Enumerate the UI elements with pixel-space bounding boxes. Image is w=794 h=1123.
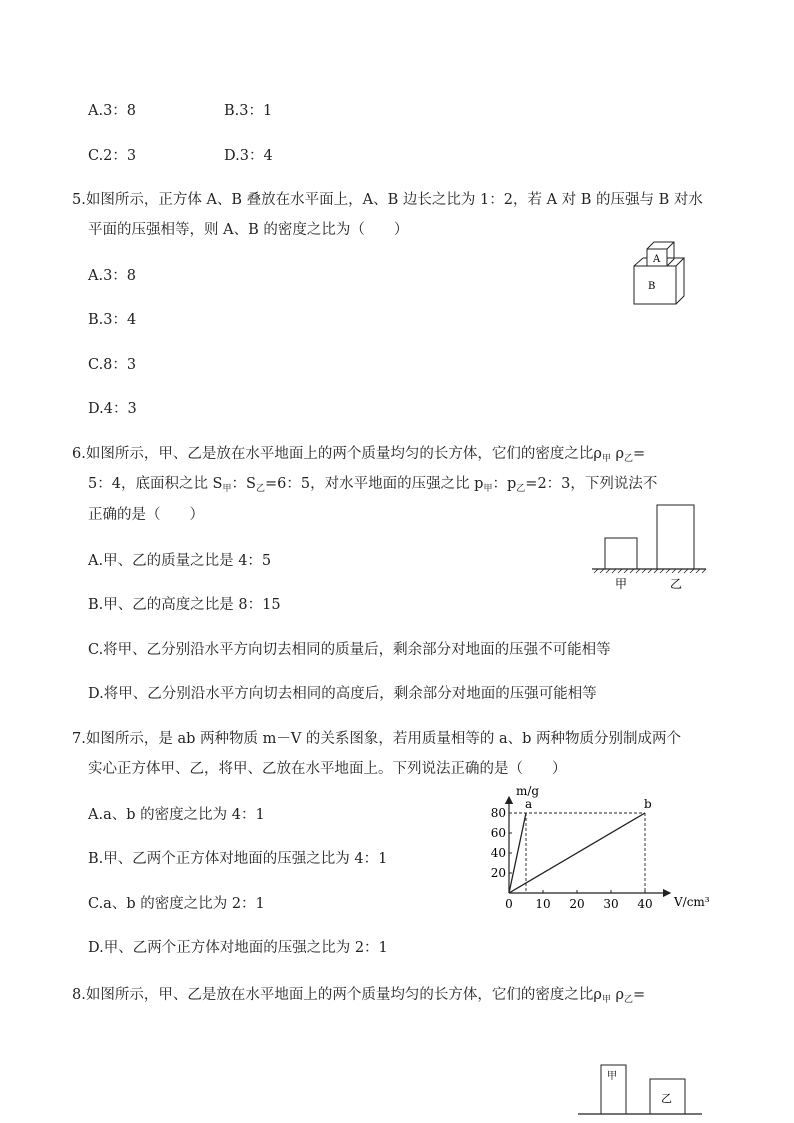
cube-b-side [676, 258, 684, 304]
block-yi-label: 乙 [670, 577, 683, 591]
x-axis-label: V/cm³ [674, 895, 710, 909]
q4-option-b: B.3：1 [224, 103, 273, 119]
x-tick-label: 20 [569, 897, 585, 911]
mass-volume-chart [480, 780, 720, 915]
cube-b-label: B [648, 281, 656, 292]
q5-option-d: D.4：3 [88, 401, 137, 417]
y-tick-label: 60 [490, 826, 506, 840]
q8-stem-line1: 8.如图所示，甲、乙是放在水平地面上的两个质量均匀的长方体，它们的密度之比$\rho_甲$ $\rho_乙=$ [72, 987, 646, 1005]
q7-stem-line2: 实心正方体甲、乙，将甲、乙放在水平地面上。下列说法正确的是（ ） [88, 761, 567, 777]
q7-option-d: D.甲、乙两个正方体对地面的压强之比为 2：1 [88, 940, 388, 956]
block-jia-label: 甲 [615, 577, 628, 591]
q8-block-yi-label: 乙 [661, 1092, 672, 1105]
stacked-cubes-figure [630, 238, 692, 308]
q7-option-a: A.a、b 的密度之比为 4：1 [88, 807, 265, 823]
blocks-on-ground-figure [590, 500, 710, 592]
q4-option-a: A.3：8 [88, 103, 137, 119]
block-yi [657, 505, 694, 569]
x-tick-label: 0 [505, 897, 513, 911]
x-tick-label: 30 [603, 897, 619, 911]
q6-option-c: C.将甲、乙分别沿水平方向切去相同的质量后，剩余部分对地面的压强不可能相等 [88, 642, 611, 658]
cube-a-label: A [653, 254, 661, 265]
block-jia [605, 538, 637, 569]
q6-stem-line3: 正确的是（ ） [88, 507, 204, 523]
y-tick-label: 80 [490, 806, 506, 820]
q6-stem-line1: 6.如图所示，甲、乙是放在水平地面上的两个质量均匀的长方体，它们的密度之比$\rho_甲$ $\rho_乙=$ [72, 446, 646, 464]
x-tick-label: 10 [535, 897, 551, 911]
x-tick-label: 40 [637, 897, 653, 911]
q7-option-c: C.a、b 的密度之比为 2：1 [88, 896, 265, 912]
q5-option-a: A.3：8 [88, 268, 137, 284]
y-tick-label: 20 [490, 866, 506, 880]
q7-option-b: B.甲、乙两个正方体对地面的压强之比为 4：1 [88, 851, 388, 867]
q8-block-jia-label: 甲 [607, 1071, 617, 1082]
q6-option-a: A.甲、乙的质量之比是 4：5 [88, 553, 272, 569]
q8-blocks-figure [575, 1062, 705, 1120]
y-axis-label: m/g [516, 784, 540, 798]
q6-stem-line2: 5：4，底面积之比 $S_甲$：$S_乙=6$：5，对水平地面的压强之比 $p_甲$：$p_乙=2$：3，下列说法不 [88, 476, 658, 494]
q5-option-c: C.8：3 [88, 357, 137, 373]
series-line-b [509, 813, 645, 893]
q5-stem-line2: 平面的压强相等，则 A、B 的密度之比为（ ） [88, 222, 409, 238]
q7-stem-line1: 7.如图所示，是 ab 两种物质 m－V 的关系图象，若用质量相等的 a、b 两种物质分别制成两个 [72, 731, 682, 747]
q4-option-d: D.3：4 [224, 148, 273, 164]
q5-stem-line1: 5.如图所示，正方体 A、B 叠放在水平面上，A、B 边长之比为 1：2，若 A 对 B 的压强与 B 对水 [72, 192, 703, 208]
series-label-b: b [644, 797, 652, 811]
q4-option-c: C.2：3 [88, 148, 137, 164]
q6-option-d: D.将甲、乙分别沿水平方向切去相同的高度后，剩余部分对地面的压强可能相等 [88, 686, 597, 702]
series-label-a: a [525, 797, 533, 811]
q5-option-b: B.3：4 [88, 312, 137, 328]
y-tick-label: 40 [490, 846, 506, 860]
q6-option-b: B.甲、乙的高度之比是 8：15 [88, 597, 281, 613]
